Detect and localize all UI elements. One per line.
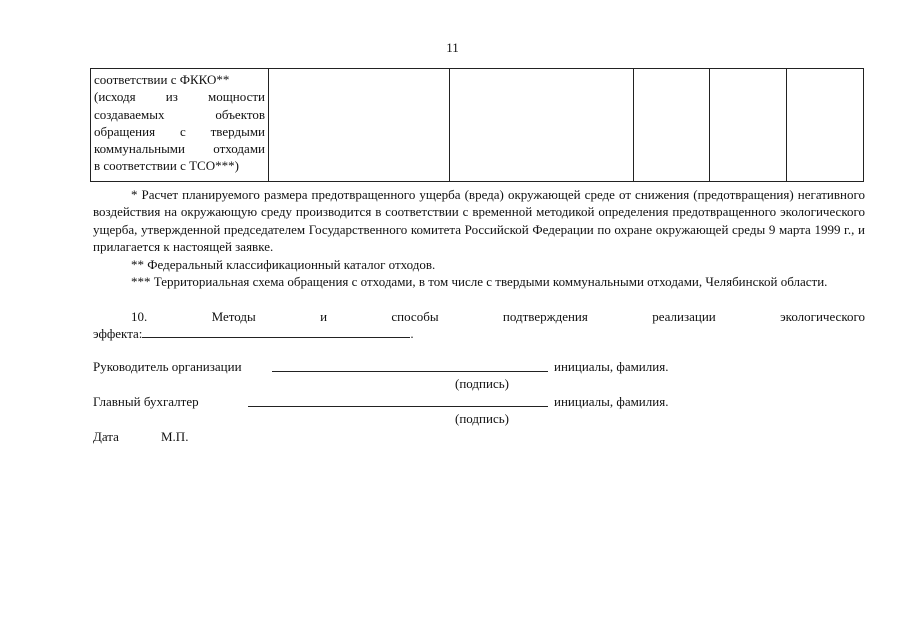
table-row: [91, 69, 864, 182]
accountant-sign-caption: (подпись): [455, 411, 509, 426]
data-table: [90, 68, 864, 182]
table-cell: [787, 69, 864, 182]
head-suffix: инициалы, фамилия.: [554, 359, 669, 374]
head-sign-caption: (подпись): [455, 376, 509, 391]
accountant-signature-line: [248, 394, 548, 407]
cell-line: соответствии с ФККО**: [94, 72, 230, 87]
cell-text: [91, 69, 268, 175]
table-cell: [710, 69, 787, 182]
footnote-3: *** Территориальная схема обращения с отходами, в том числе с твердыми коммунальными отходами, Челябинской области.: [131, 274, 828, 289]
table-cell: [450, 69, 634, 182]
table-cell: [634, 69, 710, 182]
item-10-line2: [93, 325, 414, 342]
table-cell-label: [91, 69, 269, 182]
cell-line: обращения с твердыми: [94, 123, 265, 139]
item-10-prefix: эффекта:: [93, 326, 143, 341]
item-10-text: 10. Методы и способы подтверждения реализации экологического: [131, 309, 865, 324]
table-cell: [269, 69, 450, 182]
stamp-label: М.П.: [161, 429, 189, 444]
cell-line: коммунальными отходами: [94, 141, 265, 157]
cell-line: создаваемых объектов: [94, 106, 265, 122]
accountant-suffix: инициалы, фамилия.: [554, 394, 669, 409]
footnote-1: * Расчет планируемого размера предотвращенного ущерба (вреда) окружающей среде от снижения (предотвращения) негативного воздействия на окружающую среду производится в соответствии с временной методикой определения предотвращенного экологического ущерба, утвержденной председателем Государственного комитета Российской Федерации по охране окружающей среды 9 марта 1999 г., и прилагается к настоящей заявке.: [93, 187, 865, 255]
head-signature-line: [272, 359, 548, 372]
item-10-suffix: .: [410, 326, 414, 341]
cell-line: в соответствии с ТСО***): [94, 158, 239, 174]
footnote-2: ** Федеральный классификационный каталог отходов.: [131, 257, 436, 272]
cell-line: (исходя из мощности: [94, 89, 265, 105]
accountant-label: Главный бухгалтер: [93, 394, 199, 409]
head-label: Руководитель организации: [93, 359, 242, 374]
page-number: 11: [446, 40, 459, 55]
date-label: Дата: [93, 429, 119, 444]
item-10-blank-line: [142, 325, 410, 338]
